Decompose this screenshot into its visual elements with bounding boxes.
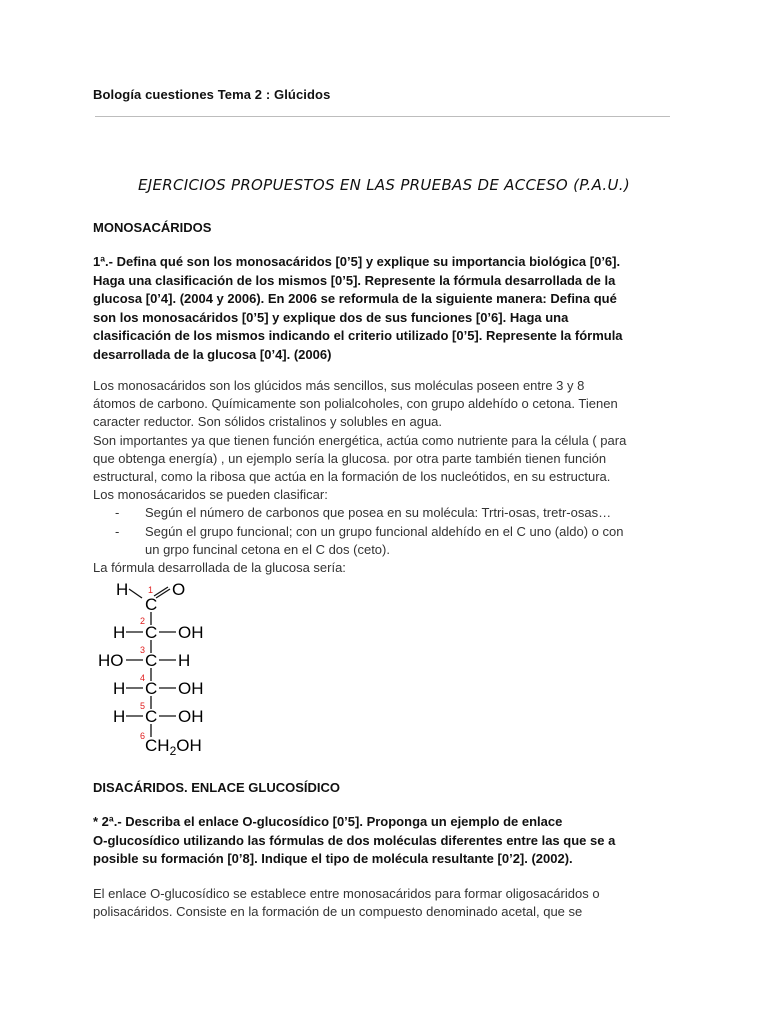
formula-atom: C bbox=[145, 707, 158, 726]
bullet-dash: - bbox=[115, 523, 120, 539]
bullet-dash: - bbox=[115, 505, 120, 521]
question-1-line: desarrollada de la glucosa [0’4]. (2006) bbox=[93, 346, 332, 362]
document-title: EJERCICIOS PROPUESTOS EN LAS PRUEBAS DE ACCESO (P.A.U.) bbox=[138, 176, 630, 194]
question-2 bbox=[93, 813, 615, 869]
formula-bond bbox=[129, 589, 142, 598]
answer-1-line: átomos de carbono. Químicamente son polialcoholes, con grupo aldehído o cetona. Tienen bbox=[93, 396, 618, 412]
formula-atom: C bbox=[145, 595, 158, 614]
formula-ch: CH bbox=[145, 736, 170, 755]
bullet-text: Según el grupo funcional; con un grupo funcional aldehído en el C uno (aldo) o con bbox=[145, 523, 624, 539]
header-title: Bología cuestiones Tema 2 : Glúcidos bbox=[93, 87, 331, 102]
list-item bbox=[93, 504, 626, 522]
question-2-line: O-glucosídico utilizando las fórmulas de dos moléculas diferentes entre las que se a bbox=[93, 832, 616, 848]
formula-atom: HO bbox=[98, 651, 124, 670]
section-heading-disacaridos: DISACÁRIDOS. ENLACE GLUCOSÍDICO bbox=[93, 780, 341, 795]
formula-atom: O bbox=[172, 580, 186, 599]
section-heading-monosacaridos: MONOSACÁRIDOS bbox=[93, 220, 212, 235]
answer-1-line: Los monosácaridos se pueden clasificar: bbox=[93, 487, 328, 503]
answer-1-line: Los monosacáridos son los glúcidos más sencillos, sus moléculas poseen entre 3 y 8 bbox=[93, 378, 585, 393]
answer-1-line: que obtenga energía) , un ejemplo sería la glucosa. por otra parte también tienen función bbox=[93, 450, 607, 466]
answer-1 bbox=[93, 377, 626, 577]
formula-atom: C bbox=[145, 623, 158, 642]
formula-atom: OH bbox=[178, 707, 204, 726]
question-2-line: * 2ª.- Describa el enlace O-glucosídico [0’5]. Proponga un ejemplo de enlace bbox=[93, 814, 563, 829]
question-1-line: clasificación de los mismos indicando el criterio utilizado [0’5]. Represente la fórmula bbox=[93, 328, 623, 343]
question-1-line: glucosa [0’4]. (2004 y 2006). En 2006 se reformula de la siguiente manera: Defina qué bbox=[93, 291, 617, 306]
formula-atom: OH bbox=[178, 623, 204, 642]
header-divider bbox=[95, 116, 670, 117]
glucose-formula bbox=[92, 576, 242, 762]
question-1-line: son los monosacáridos [0’5] y explique dos de sus funciones [0’6]. Haga una bbox=[93, 309, 569, 325]
formula-atom: C bbox=[145, 651, 158, 670]
answer-1-line: caracter reductor. Son sólidos cristalinos y solubles en agua. bbox=[93, 414, 443, 430]
question-2-line: posible su formación [0’8]. Indique el tipo de molécula resultante [0’2]. (2002). bbox=[93, 851, 573, 866]
carbon-number: 4 bbox=[140, 673, 146, 683]
formula-atom: C bbox=[145, 679, 158, 698]
answer-2-line: polisacáridos. Consiste en la formación de un compuesto denominado acetal, que se bbox=[93, 904, 583, 920]
formula-atom: H bbox=[178, 651, 191, 670]
bullet-text: Según el número de carbonos que posea en su molécula: Trtri-osas, tretr-osas… bbox=[145, 505, 612, 521]
formula-atom bbox=[145, 736, 202, 758]
formula-intro: La fórmula desarrollada de la glucosa sería: bbox=[93, 560, 346, 576]
carbon-number: 6 bbox=[140, 731, 146, 741]
question-1 bbox=[93, 253, 623, 364]
carbon-number: 5 bbox=[140, 701, 146, 711]
carbon-number: 3 bbox=[140, 645, 146, 655]
formula-atom: H bbox=[113, 707, 126, 726]
formula-atom: H bbox=[113, 623, 126, 642]
answer-2 bbox=[93, 885, 600, 921]
answer-1-line: estructural, como la ribosa que actúa en la formación de los nucleótidos, en su estructura. bbox=[93, 469, 611, 485]
formula-oh: OH bbox=[176, 736, 202, 755]
list-item bbox=[93, 523, 626, 559]
formula-atom: H bbox=[113, 679, 126, 698]
answer-1-line: Son importantes ya que tienen función energética, actúa como nutriente para la célula ( para bbox=[93, 432, 627, 448]
carbon-number: 2 bbox=[140, 616, 146, 626]
bullet-text: un grpo funcinal cetona en el C dos (ceto). bbox=[145, 541, 390, 557]
formula-atom: H bbox=[116, 580, 129, 599]
question-1-line: Haga una clasificación de los mismos [0’5]. Represente la fórmula desarrollada de la bbox=[93, 272, 616, 288]
question-1-line: 1ª.- Defina qué son los monosacáridos [0’5] y explique su importancia biológica [0’6]. bbox=[93, 254, 621, 269]
answer-2-line: El enlace O-glucosídico se establece entre monosacáridos para formar oligosacáridos o bbox=[93, 886, 600, 901]
formula-atom: OH bbox=[178, 679, 204, 698]
formula-subscript: 2 bbox=[169, 744, 177, 758]
carbon-number: 1 bbox=[148, 585, 154, 595]
